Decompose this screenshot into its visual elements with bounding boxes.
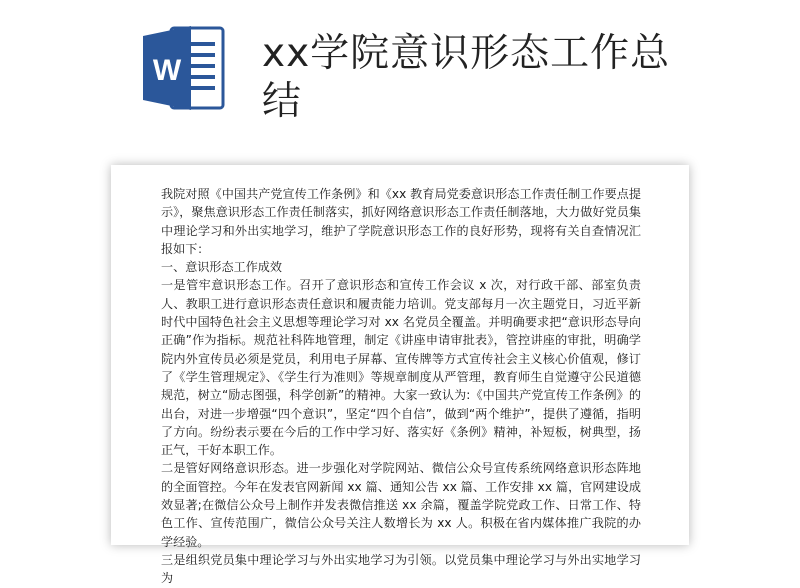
paragraph-intro: 我院对照《中国共产党宣传工作条例》和《xx 教育局党委意识形态工作责任制工作要点提示》，聚焦意识形态工作责任制落实，抓好网络意识形态工作责任制落地，大力做好党员集中理论学习和外出实地学习，维护了学院意识形态工作的良好形势，现将有关自查情况汇报如下： <box>161 187 641 256</box>
paragraph-item-3: 三是组织党员集中理论学习与外出实地学习为引领。以党员集中理论学习与外出实地学习为 <box>161 552 641 586</box>
word-icon-letter: W <box>152 54 182 87</box>
word-document-icon <box>141 22 229 114</box>
paragraph-item-1: 一是管牢意识形态工作。召开了意识形态和宣传工作会议 x 次，对行政干部、部室负责人、教职工进行意识形态责任意识和履责能力培训。党支部每月一次主题党日，习近平新时代中国特色社会主义思想等理论学习对 xx 名党员全覆盖。并明确要求把“意识形态导向正确”作为指标。规范社科阵地管理，制定《讲座申请审批表》，管控讲座的审批，明确学院内外宣传员必须是党员，利用电子屏幕、宣传牌等方式宣传社会主义核心价值观，修订了《学生管理规定》、《学生行为准则》等规章制度从严管理，教育师生自觉遵守公民道德规范，树立“励志图强，科学创新”的精神。大家一致认为:《中国共产党宣传工作条例》的出台，对进一步增强“四个意识”，坚定“四个自信”，做到“两个维护”，提供了遵循，指明了方向。纷纷表示要在今后的工作中学习好、落实好《条例》精神，补短板，树典型，扬正气，干好本职工作。 <box>161 278 641 458</box>
document-page <box>111 165 689 586</box>
section-heading-1: 一、意识形态工作成效 <box>161 260 282 275</box>
header <box>0 0 800 160</box>
document-body <box>161 185 641 588</box>
paragraph-item-2: 二是管好网络意识形态。进一步强化对学院网站、微信公众号宣传系统网络意识形态阵地的全面管控。今年在发表官网新闻 xx 篇、通知公告 xx 篇、工作安排 xx 篇，官网建设成效显著;在微信公众号上制作并发表微信推送 xx 余篇，覆盖学院党政工作、日常工作、特色工作、宣传范围广，微信公众号关注人数增长为 xx 人。积极在省内媒体推广我院的办学经验。 <box>161 461 641 549</box>
document-title: xx学院意识形态工作总结 <box>262 31 671 124</box>
